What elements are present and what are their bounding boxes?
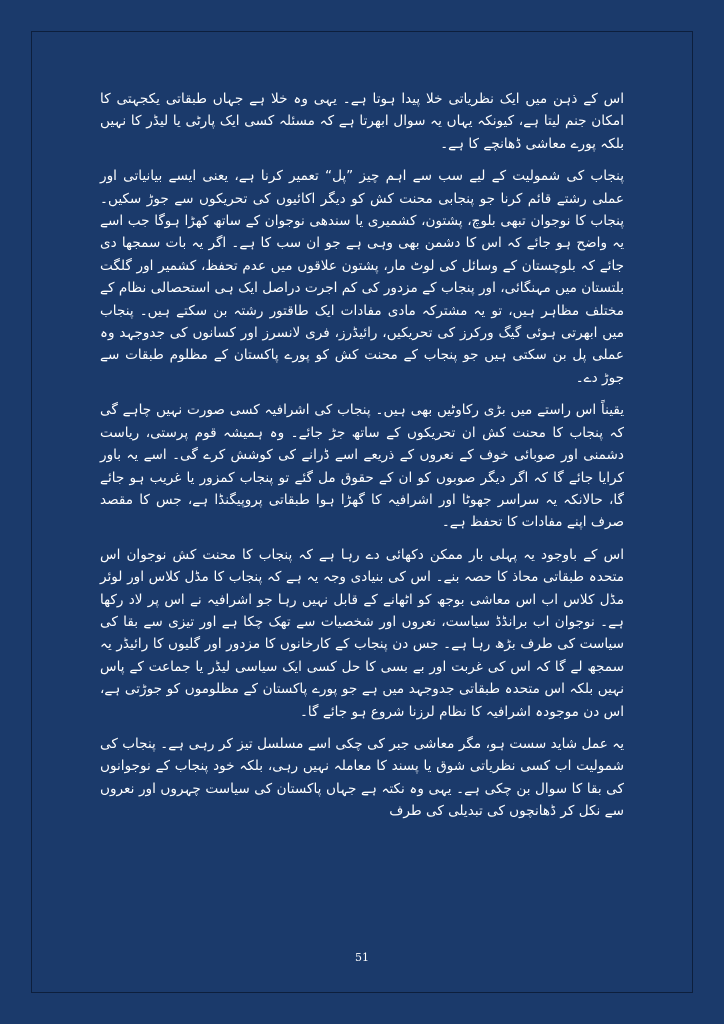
paragraph-2: پنجاب کی شمولیت کے لیے سب سے اہم چیز ”پل“ تعمیر کرنا ہے، یعنی ایسے بیانیاتی اور عملی رشتے قائم کرنا جو پنجابی محنت کش کو دیگر اکائیوں کی تحریکوں سے جوڑ سکیں۔ پنجاب کا نوجوان تبھی بلوچ، پشتون، کشمیری یا سندھی نوجوان کے ساتھ کھڑا ہوگا جب اسے یہ واضح ہو جائے کہ اس کا دشمن بھی وہی ہے جو ان سب کا ہے۔ اگر یہ بات سمجھا دی جائے کہ بلوچستان کے وسائل کی لوٹ مار، پشتون علاقوں میں عدم تحفظ، کشمیر اور گلگت بلتستان میں مہنگائی، اور پنجاب کے مزدور کی کم اجرت دراصل ایک ہی استحصالی نظام کے مختلف مظاہر ہیں، تو یہ مشترکہ مادی مفادات ایک طاقتور رشتہ بن سکتے ہیں۔ پنجاب میں ابھرتی ہوئی گیگ ورکرز کی تحریکیں، رائیڈرز، فری لانسرز اور کسانوں کی جدوجہد وہ عملی پل بن سکتی ہیں جو پنجاب کے محنت کش کو پورے پاکستان کے مظلوم طبقات سے جوڑ دے۔ xyxy=(100,168,624,386)
paragraph-1: اس کے ذہن میں ایک نظریاتی خلا پیدا ہوتا ہے۔ یہی وہ خلا ہے جہاں طبقاتی یکجہتی کا امکان جنم لیتا ہے، کیونکہ یہاں یہ سوال ابھرتا ہے کہ مسئلہ کسی ایک پارٹی یا لیڈر کا نہیں بلکہ پورے معاشی ڈھانچے کا ہے۔ xyxy=(100,91,624,152)
page-number: 51 xyxy=(355,951,369,964)
paragraph-5: یہ عمل شاید سست ہو، مگر معاشی جبر کی چکی اسے مسلسل تیز کر رہی ہے۔ پنجاب کی شمولیت اب کسی نظریاتی شوق یا پسند کا معاملہ نہیں رہی، بلکہ خود پنجاب کے نوجوانوں کی بقا کا سوال بن چکی ہے۔ یہی وہ نکتہ ہے جہاں پاکستان کی سیاست چہروں اور نعروں سے نکل کر ڈھانچوں کی تبدیلی کی طرف xyxy=(100,735,624,820)
paragraph-3: یقیناً اس راستے میں بڑی رکاوٹیں بھی ہیں۔ پنجاب کی اشرافیہ کسی صورت نہیں چاہے گی کہ پنجاب کا محنت کش ان تحریکوں کے ساتھ جڑ جائے۔ وہ ہمیشہ قوم پرستی، ریاست دشمنی اور صوبائی خوف کے نعروں کے ذریعے اسے ڈرانے کی کوشش کرے گی۔ اسے یہ باور کرایا جائے گا کہ اگر دیگر صوبوں کو ان کے حقوق مل گئے تو پنجاب کمزور یا غریب ہو جائے گا، حالانکہ یہ سراسر جھوٹا اور اشرافیہ کا گھڑا ہوا طبقاتی پروپیگنڈا ہے، جس کا مقصد صرف اپنے مفادات کا تحفظ ہے۔ xyxy=(100,402,624,531)
article-body xyxy=(100,88,624,833)
paragraph-4: اس کے باوجود یہ پہلی بار ممکن دکھائی دے رہا ہے کہ پنجاب کا محنت کش نوجوان اس متحدہ طبقاتی محاذ کا حصہ بنے۔ اس کی بنیادی وجہ یہ ہے کہ پنجاب کا مڈل کلاس اور لوئر مڈل کلاس اب اس معاشی بوجھ کو اٹھانے کے قابل نہیں رہا جو اشرافیہ نے اس پر لاد رکھا ہے۔ نوجوان اب برانڈڈ سیاست، نعروں اور شخصیات سے تھک چکا ہے اور تیزی سے بقا کی سیاست کی طرف بڑھ رہا ہے۔ جس دن پنجاب کے کارخانوں کا مزدور اور گلیوں کا رائیڈر یہ سمجھ لے گا کہ اس کی غربت اور بے بسی کا حل کسی ایک سیاسی لیڈر یا جماعت کے پاس نہیں بلکہ اس متحدہ طبقاتی جدوجہد میں ہے جو پورے پاکستان کے مظلوموں کو جوڑتی ہے، اس دن موجودہ اشرافیہ کا نظام لرزنا شروع ہو جائے گا۔ xyxy=(100,546,625,720)
